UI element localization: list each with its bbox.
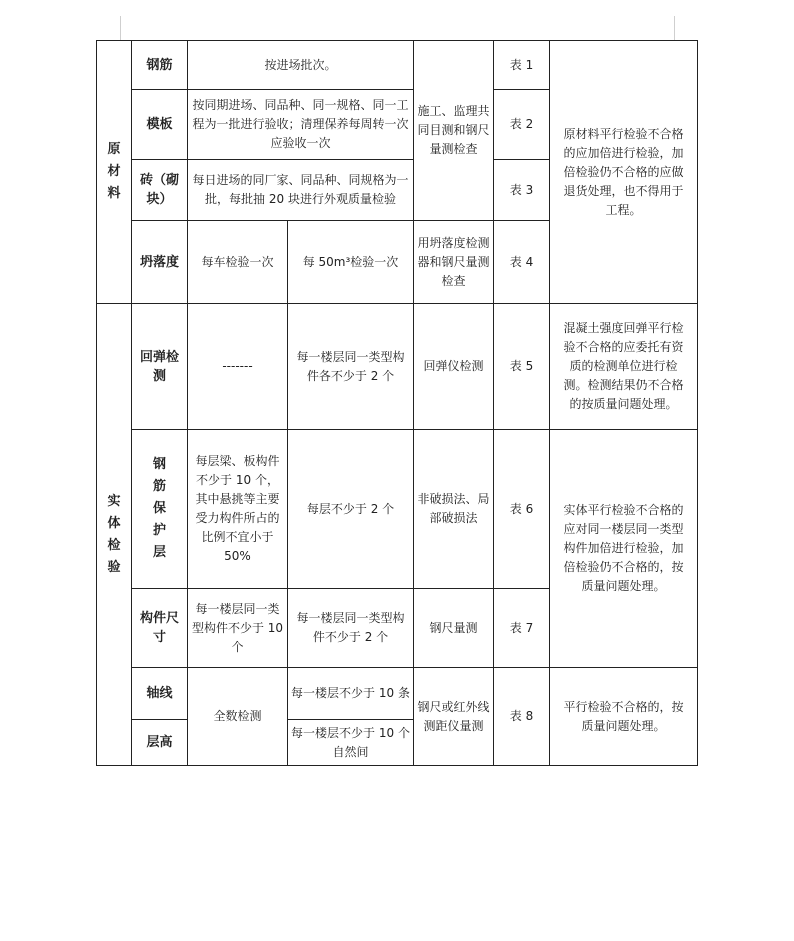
- parallel-inspection-table: [96, 40, 698, 766]
- table-row: [97, 304, 698, 430]
- freq-size-a: 每一楼层同一类型构件不少于 10 个: [188, 589, 288, 668]
- form-6: 表 6: [494, 430, 550, 589]
- item-size: 构件尺寸: [132, 589, 188, 668]
- note-raw: 原材料平行检验不合格的应加倍进行检验，加倍检验仍不合格的应做退货处理，也不得用于工程。: [550, 41, 698, 304]
- table-row: [97, 430, 698, 589]
- crop-mark-left: [120, 16, 121, 40]
- item-rebar: 钢筋: [132, 41, 188, 90]
- form-2: 表 2: [494, 90, 550, 160]
- freq-rebound-b: 每一楼层同一类型构件各不少于 2 个: [288, 304, 414, 430]
- form-1: 表 1: [494, 41, 550, 90]
- table-row: [97, 668, 698, 720]
- freq-height-b: 每一楼层不少于 10 个自然间: [288, 720, 414, 766]
- item-brick: 砖（砌块）: [132, 160, 188, 221]
- item-rebound: 回弹检测: [132, 304, 188, 430]
- freq-slump-b: 每 50m³检验一次: [288, 221, 414, 304]
- method-rebound: 回弹仪检测: [414, 304, 494, 430]
- freq-rebound-a: -------: [188, 304, 288, 430]
- form-4: 表 4: [494, 221, 550, 304]
- form-3: 表 3: [494, 160, 550, 221]
- section-raw-materials: 原材料: [97, 41, 132, 304]
- method-slump: 用坍落度检测器和钢尺量测检查: [414, 221, 494, 304]
- freq-formwork: 按同期进场、同品种、同一规格、同一工程为一批进行验收；清理保养每周转一次应验收一次: [188, 90, 414, 160]
- freq-brick: 每日进场的同厂家、同品种、同规格为一批，每批抽 20 块进行外观质量检验: [188, 160, 414, 221]
- freq-rebar: 按进场批次。: [188, 41, 414, 90]
- freq-axis-a: 全数检测: [188, 668, 288, 766]
- item-slump: 坍落度: [132, 221, 188, 304]
- item-cover: 钢筋保护层: [132, 430, 188, 589]
- item-height: 层高: [132, 720, 188, 766]
- method-raw: 施工、监理共同目测和钢尺量测检查: [414, 41, 494, 221]
- table-row: [97, 41, 698, 90]
- item-formwork: 模板: [132, 90, 188, 160]
- freq-cover-a: 每层梁、板构件不少于 10 个，其中悬挑等主要受力构件所占的比例不宜小于 50%: [188, 430, 288, 589]
- method-axis: 钢尺或红外线测距仪量测: [414, 668, 494, 766]
- freq-size-b: 每一楼层同一类型构件不少于 2 个: [288, 589, 414, 668]
- freq-cover-b: 每层不少于 2 个: [288, 430, 414, 589]
- form-7: 表 7: [494, 589, 550, 668]
- freq-slump-a: 每车检验一次: [188, 221, 288, 304]
- note-entity: 实体平行检验不合格的应对同一楼层同一类型构件加倍进行检验，加倍检验仍不合格的，按质量问题处理。: [550, 430, 698, 668]
- form-5: 表 5: [494, 304, 550, 430]
- section-entity-inspection: 实体检验: [97, 304, 132, 766]
- item-axis: 轴线: [132, 668, 188, 720]
- freq-axis-b: 每一楼层不少于 10 条: [288, 668, 414, 720]
- note-rebound: 混凝土强度回弹平行检验不合格的应委托有资质的检测单位进行检测。检测结果仍不合格的按质量问题处理。: [550, 304, 698, 430]
- crop-mark-right: [674, 16, 675, 40]
- form-8: 表 8: [494, 668, 550, 766]
- note-axis: 平行检验不合格的，按质量问题处理。: [550, 668, 698, 766]
- method-cover: 非破损法、局部破损法: [414, 430, 494, 589]
- method-size: 钢尺量测: [414, 589, 494, 668]
